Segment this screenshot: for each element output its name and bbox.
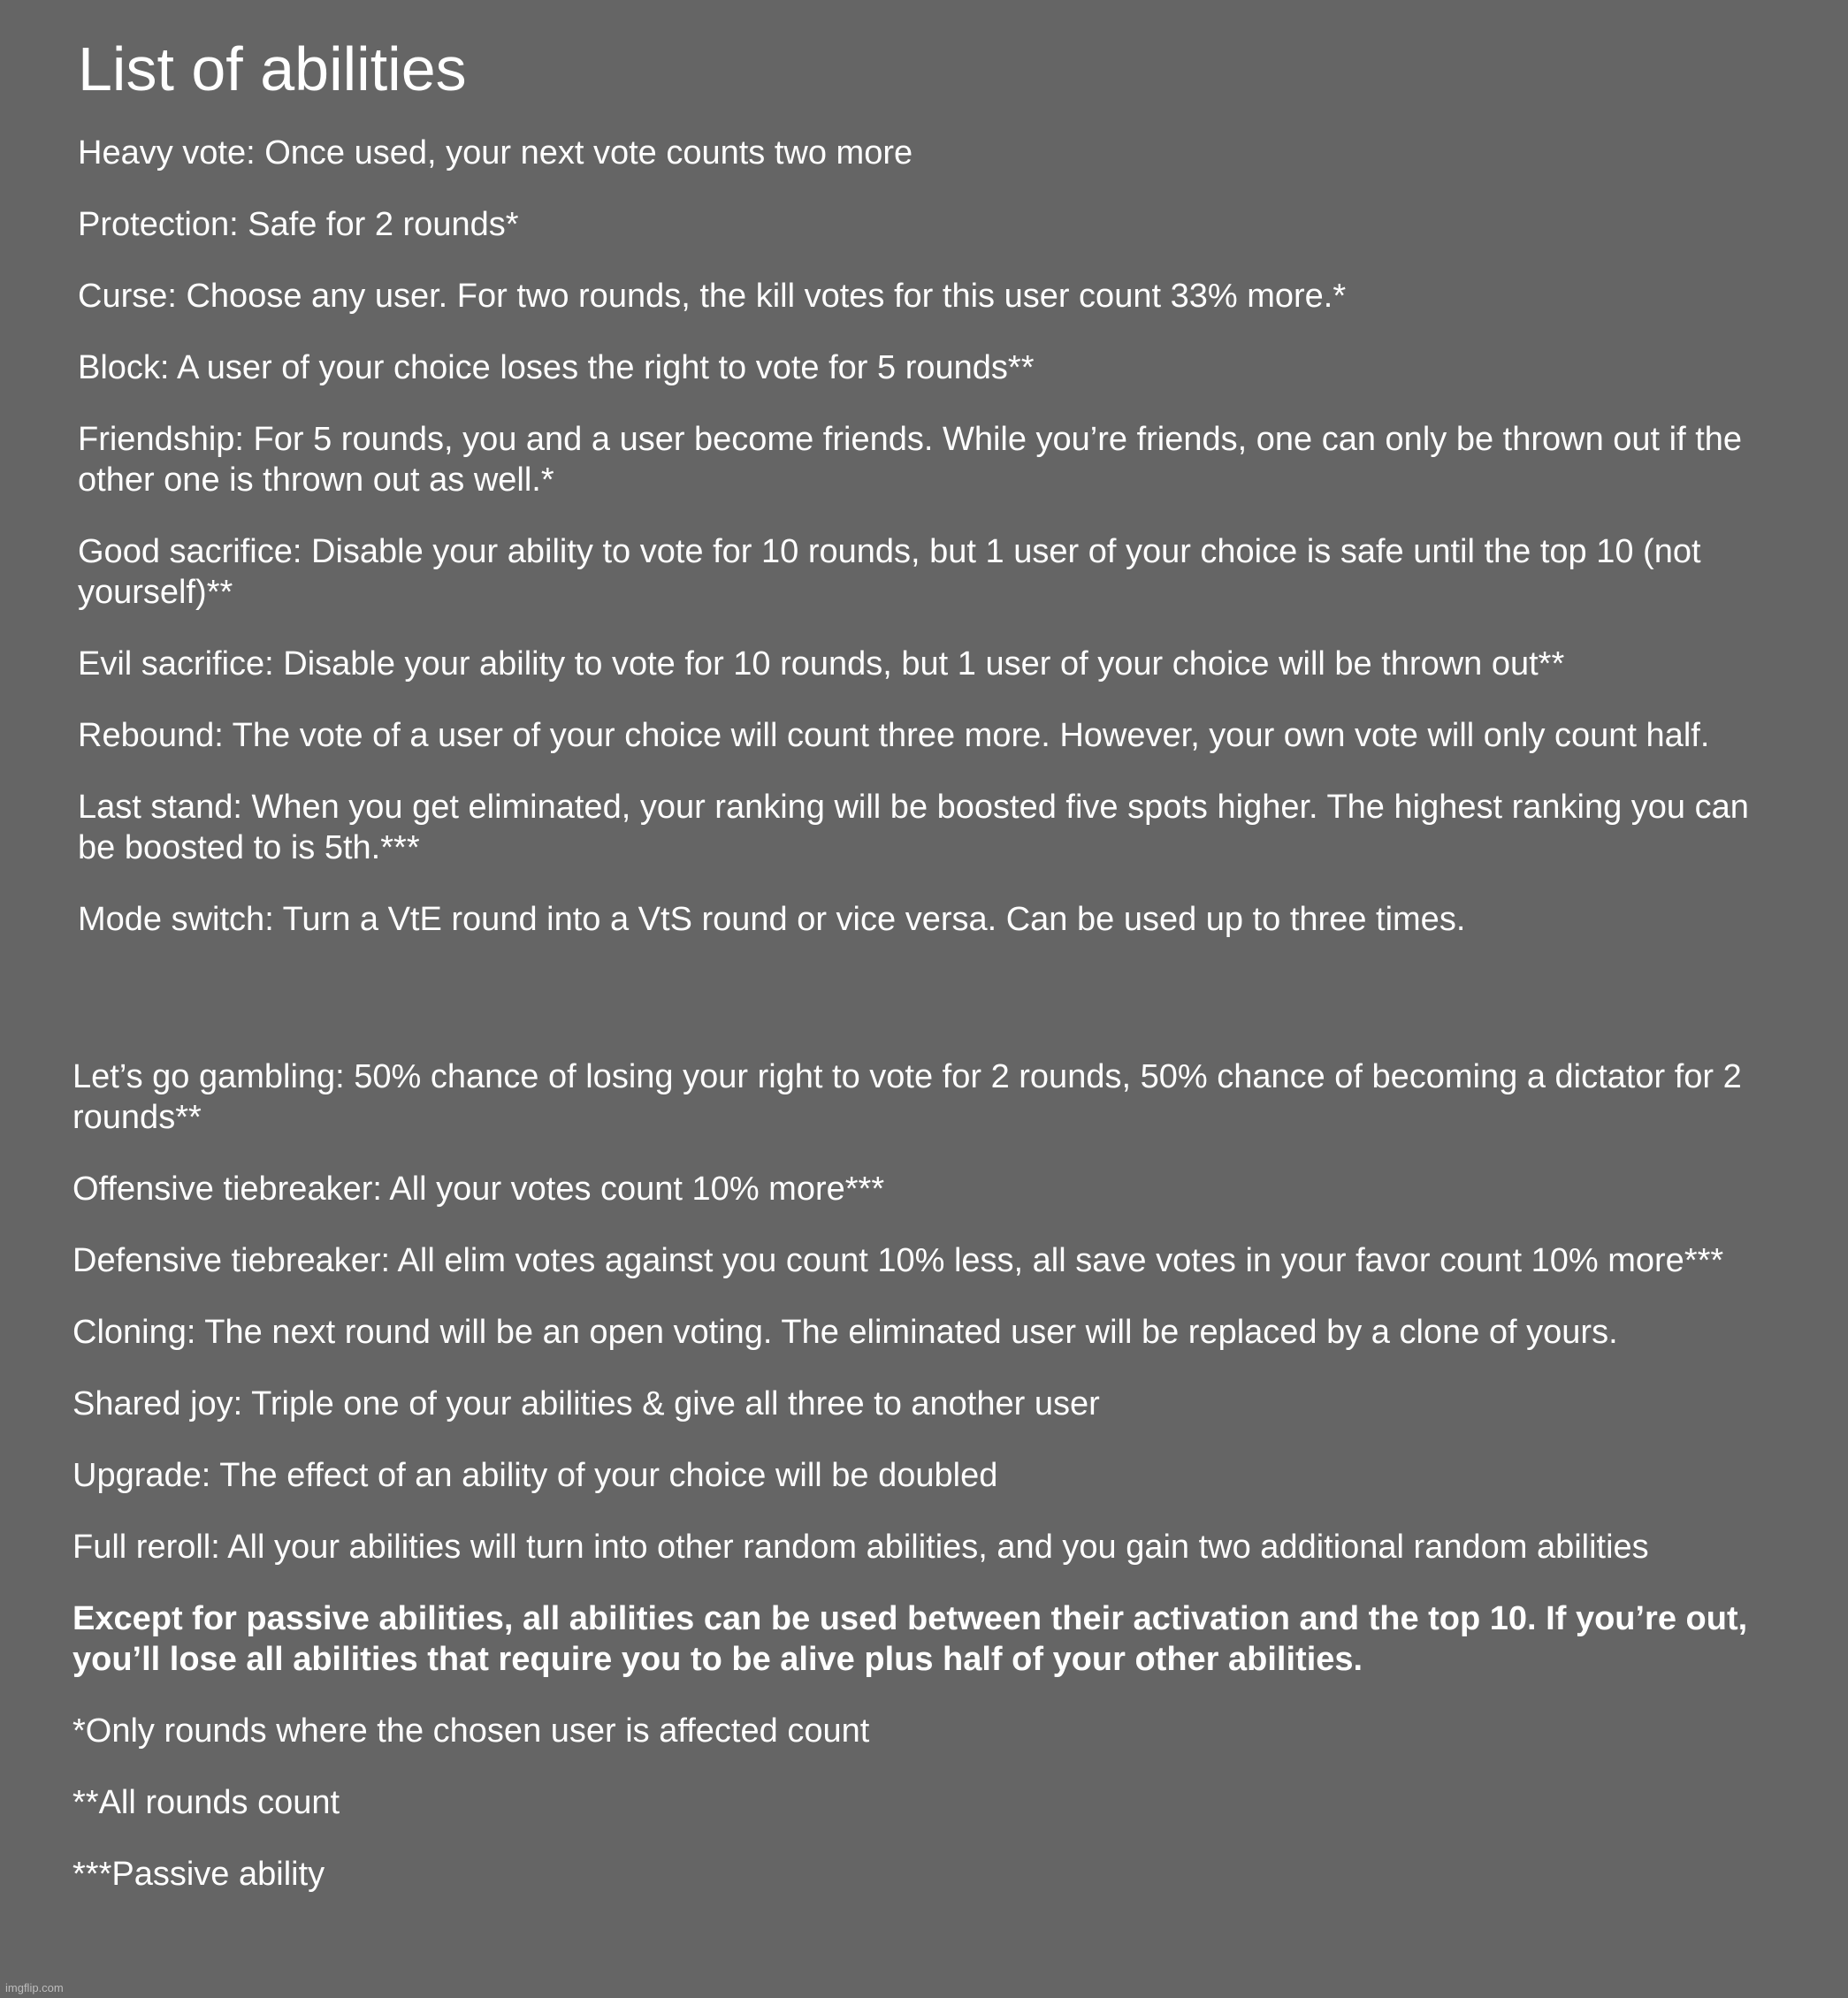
ability-cloning: Cloning: The next round will be an open voting. The eliminated user will be replaced by a clone of yours. bbox=[73, 1314, 1618, 1351]
ability-mode-switch: Mode switch: Turn a VtE round into a VtS round or vice versa. Can be used up to three times. bbox=[78, 901, 1466, 938]
ability-protection: Protection: Safe for 2 rounds* bbox=[78, 206, 519, 243]
ability-good-sacrifice: Good sacrifice: Disable your ability to vote for 10 rounds, but 1 user of your choice is safe until the top 10 (not yourself)** bbox=[78, 533, 1701, 611]
ability-offensive-tiebreaker: Offensive tiebreaker: All your votes count 10% more*** bbox=[73, 1171, 885, 1208]
ability-full-reroll: Full reroll: All your abilities will turn into other random abilities, and you gain two additional random abilities bbox=[73, 1529, 1649, 1566]
abilities-list-part1 bbox=[78, 133, 1793, 971]
footnote-all-rounds: **All rounds count bbox=[73, 1784, 340, 1821]
abilities-list-part2 bbox=[73, 1056, 1793, 1926]
page-title: List of abilities bbox=[78, 34, 467, 103]
rule-note: Except for passive abilities, all abilities can be used between their activation and the top 10. If you’re out, you’ll lose all abilities that require you to be alive plus half of your other abilities. bbox=[73, 1600, 1748, 1678]
footnote-affected-rounds: *Only rounds where the chosen user is affected count bbox=[73, 1712, 870, 1750]
ability-heavy-vote: Heavy vote: Once used, your next vote counts two more bbox=[78, 134, 913, 172]
ability-defensive-tiebreaker: Defensive tiebreaker: All elim votes against you count 10% less, all save votes in your favor count 10% more*** bbox=[73, 1242, 1724, 1279]
ability-rebound: Rebound: The vote of a user of your choice will count three more. However, your own vote will only count half. bbox=[78, 717, 1710, 754]
ability-evil-sacrifice: Evil sacrifice: Disable your ability to vote for 10 rounds, but 1 user of your choice will be thrown out** bbox=[78, 645, 1565, 683]
ability-shared-joy: Shared joy: Triple one of your abilities & give all three to another user bbox=[73, 1385, 1100, 1422]
ability-block: Block: A user of your choice loses the right to vote for 5 rounds** bbox=[78, 349, 1035, 386]
ability-curse: Curse: Choose any user. For two rounds, the kill votes for this user count 33% more.* bbox=[78, 278, 1347, 315]
watermark: imgflip.com bbox=[5, 1981, 64, 1994]
ability-lets-go-gambling: Let’s go gambling: 50% chance of losing your right to vote for 2 rounds, 50% chance of becoming a dictator for 2 rounds** bbox=[73, 1058, 1742, 1136]
footnote-passive: ***Passive ability bbox=[73, 1856, 325, 1893]
ability-friendship: Friendship: For 5 rounds, you and a user become friends. While you’re friends, one can only be thrown out if the other one is thrown out as well.* bbox=[78, 421, 1743, 499]
ability-upgrade: Upgrade: The effect of an ability of your choice will be doubled bbox=[73, 1457, 998, 1494]
ability-last-stand: Last stand: When you get eliminated, your ranking will be boosted five spots higher. The highest ranking you can be boosted to is 5th.*** bbox=[78, 789, 1749, 866]
